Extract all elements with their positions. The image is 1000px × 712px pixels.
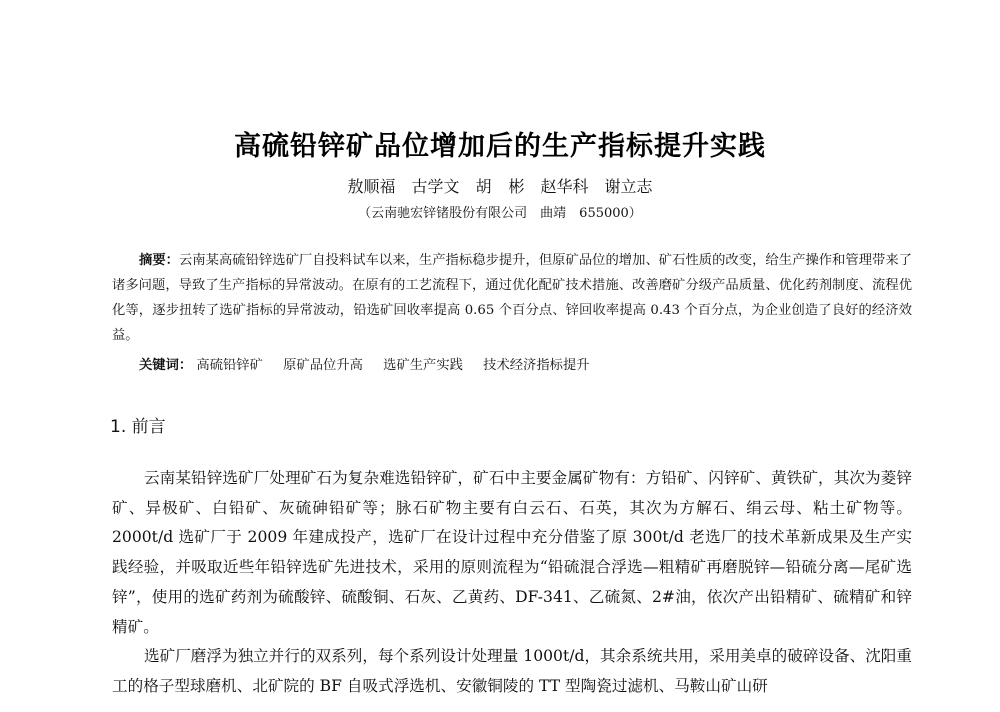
author-list: 敖顺福 古学文 胡 彬 赵华科 谢立志	[347, 177, 653, 196]
keywords-label: 关键词：	[139, 358, 193, 373]
body-text	[112, 464, 912, 702]
section-heading: 1. 前言	[110, 417, 166, 437]
keyword-item: 选矿生产实践	[383, 358, 463, 373]
keyword-item: 原矿品位升高	[283, 358, 363, 373]
keyword-item: 技术经济指标提升	[483, 358, 590, 373]
abstract-label: 摘要：	[139, 253, 179, 268]
affiliation: （云南驰宏锌锗股份有限公司 曲靖 655000）	[358, 206, 642, 221]
abstract	[112, 248, 912, 348]
abstract-text: 云南某高硫铅锌选矿厂自投料试车以来，生产指标稳步提升，但原矿品位的增加、矿石性质的改变，给生产操作和管理带来了诸多问题，导致了生产指标的异常波动。在原有的工艺流程下，通过优化配矿技术措施、改善磨矿分级产品质量、优化药剂制度、流程优化等，逐步扭转了选矿指标的异常波动，铅选矿回收率提高 0.65 个百分点、锌回收率提高 0.43 个百分点，为企业创造了良好的经济效益。	[112, 253, 912, 343]
keywords	[139, 354, 606, 373]
paper-title: 高硫铅锌矿品位增加后的生产指标提升实践	[234, 131, 766, 162]
keyword-item: 高硫铅锌矿	[196, 358, 263, 373]
body-paragraph: 选矿厂磨浮为独立并行的双系列，每个系列设计处理量 1000t/d，其余系统共用，采用美卓的破碎设备、沈阳重工的格子型球磨机、北矿院的 BF 自吸式浮选机、安徽铜陵的 TT 型陶瓷过滤机、马鞍山矿山研	[112, 647, 912, 695]
body-paragraph: 云南某铅锌选矿厂处理矿石为复杂难选铅锌矿，矿石中主要金属矿物有：方铅矿、闪锌矿、黄铁矿，其次为菱锌矿、异极矿、白铅矿、灰硫砷铅矿等；脉石矿物主要有白云石、石英，其次为方解石、绢云母、粘土矿物等。2000t/d 选矿厂于 2009 年建成投产，选矿厂在设计过程中充分借鉴了原 300t/d 老选厂的技术革新成果及生产实践经验，并吸取近些年铅锌选矿先进技术，采用的原则流程为“铅硫混合浮选—粗精矿再磨脱锌—铅硫分离—尾矿选锌”，使用的选矿药剂为硫酸锌、硫酸铜、石灰、乙黄药、DF-341、乙硫氮、2#油，依次产出铅精矿、硫精矿和锌精矿。	[112, 469, 912, 636]
